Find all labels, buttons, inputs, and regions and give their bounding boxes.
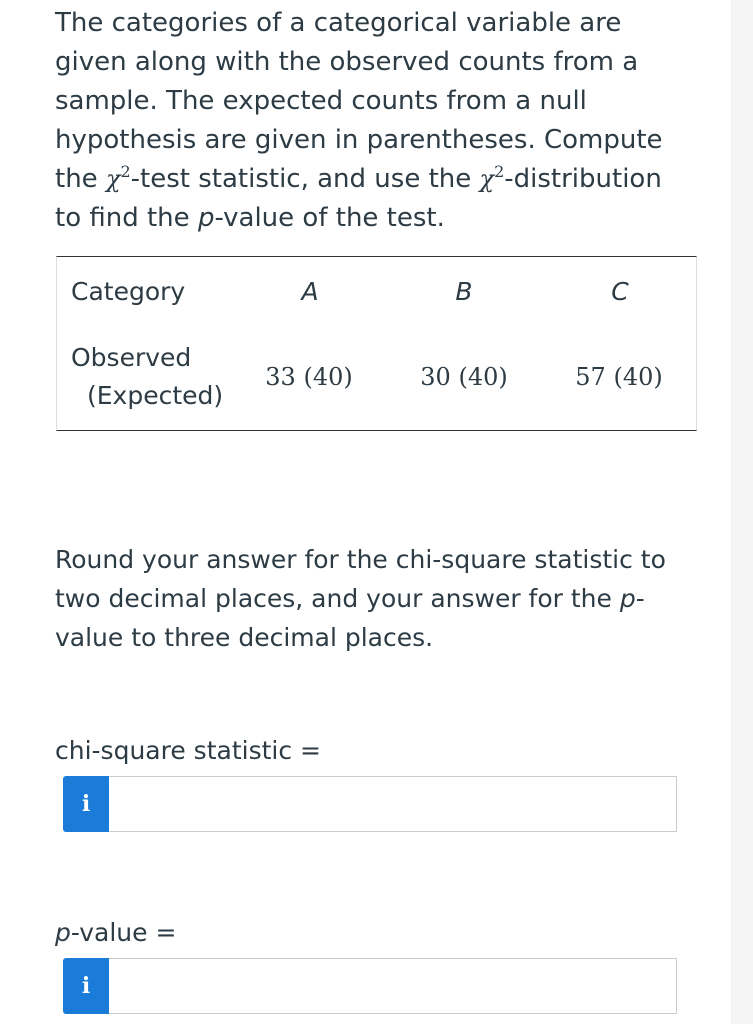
instruction-text-1: Round your answer for the chi-square statistic to two decimal places, and your answer for the: [55, 545, 666, 613]
chi-symbol-2: χ: [479, 165, 495, 193]
prompt-text-2: -test statistic, and use the: [130, 164, 480, 194]
prompt-text-1: The categories of a categorical variable are given along with the observed counts from a sample. The expected counts from a null hypothesis are given in parentheses. Compute the: [55, 8, 663, 194]
p-value-input[interactable]: [109, 958, 677, 1014]
p-value-label: [55, 918, 176, 947]
p-value-label-rest: -value =: [70, 918, 177, 947]
table-header-b: B: [455, 277, 473, 306]
table-value-c: 57 (40): [575, 363, 663, 391]
rounding-instruction: [55, 540, 695, 657]
row-label-expected: (Expected): [87, 381, 224, 410]
table-value-a: 33 (40): [265, 363, 353, 391]
p-value-answer-row: [63, 958, 677, 1014]
prompt-text-3: -distribution to find the: [55, 164, 662, 233]
row-label-observed: Observed: [71, 343, 192, 372]
category-table: [56, 256, 697, 431]
table-header-category: Category: [71, 277, 186, 306]
instruction-text-2: -value to three decimal places.: [55, 584, 645, 652]
instruction-p-italic: p: [619, 584, 636, 613]
info-icon[interactable]: i: [63, 776, 109, 832]
chi-symbol: χ: [105, 165, 121, 193]
scrollbar-track[interactable]: [731, 0, 753, 1024]
chi-superscript-2: 2: [494, 162, 505, 181]
chi-square-answer-row: [63, 776, 677, 832]
prompt-text-4: -value of the test.: [214, 203, 445, 233]
info-icon[interactable]: i: [63, 958, 109, 1014]
chi-square-input[interactable]: [109, 776, 677, 832]
p-value-label-italic: p: [55, 918, 71, 947]
table-header-a: A: [301, 277, 319, 306]
question-prompt: [55, 4, 695, 238]
table-value-b: 30 (40): [420, 363, 508, 391]
chi-square-label: chi-square statistic =: [55, 736, 321, 765]
table-header-c: C: [611, 277, 629, 306]
p-italic: p: [197, 203, 215, 233]
chi-superscript: 2: [120, 162, 131, 181]
